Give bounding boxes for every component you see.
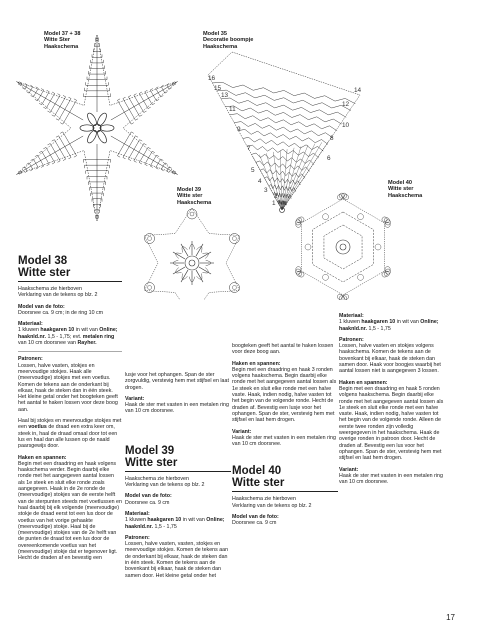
tree-row-number: 3 <box>264 187 268 194</box>
voetlus-text: de draad een extra keer om, steek in, haal de draad omaal door tot een lus en haal dan alle lussen op de naald paarsgewijs door. <box>18 424 118 450</box>
materials-text: 1 kluwen <box>18 327 41 334</box>
intro-line: Verklaring van de tekens op blz. 2 <box>125 482 205 489</box>
label-model-39 <box>177 187 211 206</box>
materials-text: 1 kluwen <box>125 517 148 524</box>
tree-row-number: 11 <box>229 106 236 113</box>
variant-text: Haak de ster met vasten in een metalen ring van 10 cm doorsnee. <box>125 402 229 415</box>
section-title: Model 38 <box>18 255 68 267</box>
voetlus-bold: voetlus <box>28 424 47 431</box>
patterns-label: Patronen: <box>339 336 364 343</box>
materials-text: 1,5 - 1,75; evt. <box>45 333 83 340</box>
star-chart-39 <box>144 208 239 300</box>
label-line: Haakschema <box>388 192 423 199</box>
label-line: Witte ster <box>177 193 203 200</box>
variant-label: Variant: <box>339 466 359 473</box>
label-line: Haakschema <box>203 43 238 50</box>
materials-text: 1 kluwen <box>339 319 362 326</box>
tree-row-number: 2 <box>274 193 278 200</box>
materials-label: Materiaal: <box>125 510 150 517</box>
page-number: 17 <box>446 613 455 622</box>
photo-label: Model van de foto: <box>18 303 65 310</box>
materials-bold: Rayher. <box>77 340 97 347</box>
patterns-text: Lossen, halve vasten, vasten, stokjes en meervoudige stokjes. Komen de tekens aan de onderkant bij elkaar, haak de steken dan in één steek. Komen de tekens aan de bovenkant bij elkaar, haak de steken dan samen door. Het kleine getal onder het <box>125 541 229 579</box>
tree-row-number: 6 <box>327 155 331 162</box>
instructions-label: Haken en spannen: <box>18 454 67 461</box>
patterns-label: Patronen: <box>125 534 150 541</box>
patterns-text: Lossen, halve vasten, stokjes en meervoudige stokjes. Haak alle (meervoudige) stokjes met een voetlus. Komen de tekens aan de onderkant bij elkaar, haak de steken dan in één steek. Het kleine getal onder het boogteken geeft het aantal te haken lossen voor deze boog aan. <box>18 362 118 413</box>
materials-text: in wit van <box>74 327 100 334</box>
tree-row-number: 14 <box>354 87 362 94</box>
materials-bold: metalen ring <box>82 333 115 340</box>
variant-label: Variant: <box>232 428 252 435</box>
section-subtitle: Witte ster <box>18 267 71 279</box>
divider <box>18 351 122 352</box>
materials-bold: Online; haaknld.nr. <box>339 319 439 332</box>
column-model-39 <box>125 372 231 584</box>
section-subtitle: Witte ster <box>232 477 285 490</box>
label-model-40 <box>388 180 422 199</box>
label-line: Model 40 <box>388 180 412 186</box>
materials-text: in wit van <box>395 319 421 326</box>
section-title: Model 40 <box>232 465 282 478</box>
patterns-text: Lossen, halve vasten en stokjes volgens haakschema. Komen de tekens aan de bovenkant bij elkaar, haak de steken dan samen door. Haak voor boogjes waarbij het aantal lossen niet is aangegeven 3 lossen. <box>339 343 441 375</box>
materials-bold: haakgaren 10 <box>361 319 396 326</box>
section-header-model-40 <box>232 465 338 492</box>
materials-text: 1,5 - 1,75 <box>366 325 391 332</box>
photo-text: Doorsnee ca. 9 cm <box>125 499 170 506</box>
materials-label: Materiaal: <box>339 313 364 319</box>
label-model-35 <box>203 31 253 50</box>
section-subtitle: Witte ster <box>125 456 178 469</box>
label-model-37-38 <box>44 31 81 50</box>
intro-line: Verklaring van de tekens op blz. 2 <box>232 502 312 509</box>
label-line: Decoratie boompje <box>203 37 254 44</box>
variant-text: Haak de ster met vasten in een metalen ring van 10 cm doorsnee. <box>232 434 336 448</box>
tree-row-number: 15 <box>214 85 222 92</box>
tree-row-number: 12 <box>342 101 350 108</box>
tree-chart-35 <box>208 52 360 213</box>
instructions-text: Begin met een draadring en haak 3 ronden volgens haakschema. Begin daarbij elke ronde met het aangegeven aantal lossen als 1e steek en sluit elke ronde met een halve vaste. Haak, indien nodig, halve vasten tot het begin van de volgende ronde. Hecht de draden af. Bevestig een lusje voor het ophangen. Span de ster, verstevig hem met stijfsel en laat hem drogen. <box>232 366 337 424</box>
label-line: Model 35 <box>203 31 227 37</box>
patterns-label: Patronen: <box>18 356 43 363</box>
materials-bold: haakgaren 10 <box>147 517 182 524</box>
photo-text: Doorsnee ca. 9 cm; in de ring 10 cm <box>18 309 104 316</box>
tree-row-number: 16 <box>208 75 216 82</box>
materials-text: van 10 cm doorsnee van <box>18 340 78 347</box>
instructions-text: Begin met een draadring en haak 5 ronden volgens haakschema. Begin daarbij elke ronde met het aangegeven aantal lossen als 1e steek en sluit elke ronde met een halve vaste. Haak, indien nodig, halve vasten tot het begin van de volgende ronde. Alleen de eerste twee ronden zijn volledig weergegeven in het haakschema. Haak de overige ronden in patroon door. Hecht de draden af. Bevestig een lus voor het ophangen. Span de ster, verstevig hem met stijfsel en laat hem drogen. <box>339 385 444 462</box>
label-line: Model 37 + 38 <box>44 31 81 37</box>
tree-row-number: 4 <box>258 178 262 185</box>
tree-row-number: 7 <box>247 145 251 152</box>
tree-row-number: 5 <box>251 167 255 174</box>
instructions-label: Haken en spannen: <box>232 360 281 367</box>
intro-line: Haakschema zie hierboven <box>125 475 189 482</box>
materials-bold: haakgaren 10 <box>40 327 75 334</box>
intro-line: Haakschema zie hierboven <box>18 286 82 292</box>
instructions-label: Haken en spannen: <box>339 379 388 386</box>
column-model-40-continued <box>339 313 445 490</box>
intro-line: Verklaring van de tekens op blz. 2 <box>18 292 98 299</box>
star-chart-37-38 <box>16 35 177 221</box>
materials-label: Materiaal: <box>18 321 43 328</box>
label-line: Haakschema <box>177 199 212 206</box>
tree-row-number: 1 <box>272 200 276 207</box>
label-line: Witte ster <box>388 186 414 193</box>
column-model-40 <box>232 343 338 532</box>
photo-text: Doorsnee ca. 9 cm <box>232 520 277 527</box>
materials-bold: Online; haaknld.nr. <box>125 517 225 530</box>
tree-row-number: 10 <box>342 122 350 129</box>
section-header-model-39 <box>125 445 231 472</box>
intro-line: Haakschema zie hierboven <box>232 496 296 503</box>
tree-row-number: 13 <box>221 92 229 99</box>
photo-label: Model van de foto: <box>232 514 279 521</box>
tree-row-number: 9 <box>237 126 241 133</box>
variant-text: Haak de ster met vasten in een metalen ring van 10 cm doorsnee. <box>339 472 443 486</box>
variant-label: Variant: <box>125 395 145 402</box>
tree-row-number: 8 <box>330 135 334 142</box>
hex-chart-40 <box>295 193 390 300</box>
section-title: Model 39 <box>125 444 175 457</box>
materials-text: in wit van <box>181 517 207 524</box>
materials-bold: Online; haaknld.nr. <box>18 327 118 340</box>
continued-text: boogteken geeft het aantal te haken lossen voor deze boog aan. <box>232 343 334 356</box>
column-model-38 <box>18 255 122 567</box>
section-header-model-38 <box>18 255 122 282</box>
voetlus-text: Haal bij stokjes en meervoudige stokjes met een <box>18 418 122 431</box>
label-line: Witte Ster <box>44 37 71 44</box>
label-line: Model 39 <box>177 187 201 193</box>
continued-text: lusje voor het ophangen. Span de ster zorgvuldig, verstevig hem met stijfsel en laat drogen. <box>125 372 229 391</box>
instructions-text: Begin met een draadring en haak volgens haakschema verder. Begin daarbij elke ronde met het aangegeven aantal lossen als 1e steek en sluit elke ronde zoals aangegeven. Haak in de 2e ronde de (meervoudige) stokjes van de eerste helft van de sterpunten steeds met voetlussen en haal daarbij bij elk volgende (meervoudige) stokje de draad eerst tot een lus door de voetlus van het vorige gehaakte (meervoudige) stokje. Haal bij de (meervoudige) stokjes van de 2e helft van de punten de draad tot een lus door de overeenkomende voetlus van het (meervoudige) stokje dat er tegenover ligt. Hecht de draden af en bevestig een <box>18 460 122 562</box>
label-line: Haakschema <box>44 43 79 50</box>
materials-text: 1,5 - 1,75 <box>152 523 177 530</box>
photo-label: Model van de foto: <box>125 493 172 500</box>
